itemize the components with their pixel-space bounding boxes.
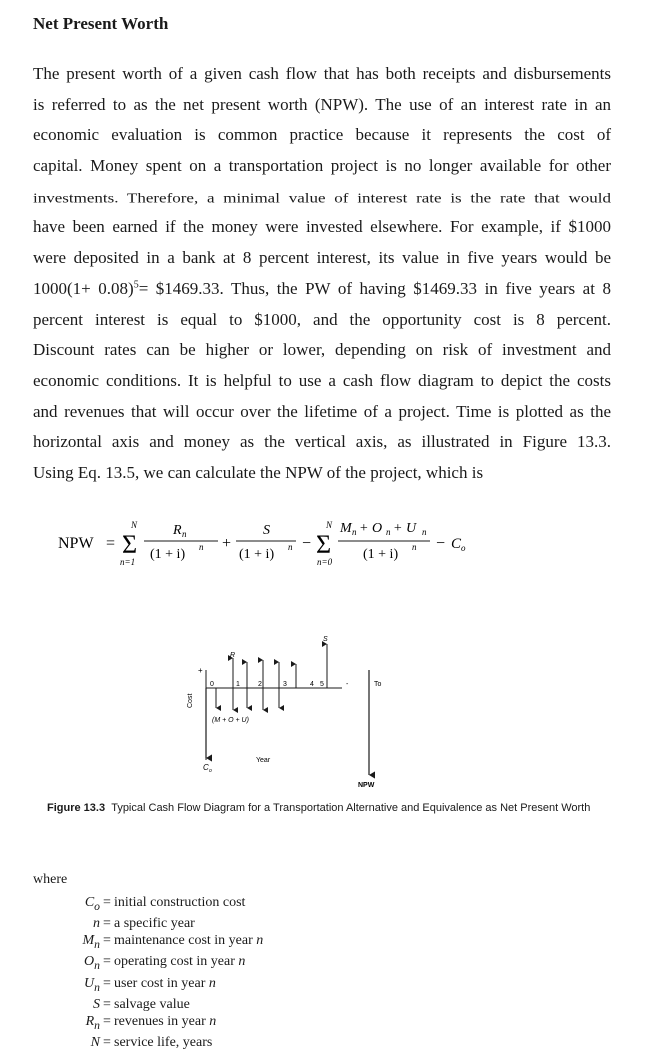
npw-label: NPW — [358, 782, 375, 789]
sum2-top: N — [326, 520, 333, 530]
definition-item: $O_n$ = operating cost in year n — [50, 953, 263, 974]
period-label: 5 — [320, 681, 324, 688]
paragraph-line: were deposited in a bank at 8 percent interest, its value in five years would be — [33, 248, 611, 268]
def-symbol: N — [90, 1035, 100, 1051]
formula-line — [33, 274, 611, 305]
def-text: service life, years — [114, 1035, 213, 1051]
term1-denominator: (1 + i) — [150, 547, 186, 562]
period-label: 2 — [258, 681, 262, 688]
paragraph-line: percent interest is equal to $1000, and the opportunity cost is 8 percent. — [33, 309, 611, 329]
paragraph-line: capital. Money spent on a transportation project is no longer available for other — [33, 156, 611, 176]
equation-lhs: NPW — [58, 535, 94, 552]
equals-sign: = — [106, 535, 116, 552]
def-symbol: n — [93, 916, 100, 932]
plus-label: + — [198, 666, 203, 675]
sum-sign-1: Σ — [122, 530, 138, 559]
def-text: maintenance cost in year n — [114, 933, 264, 949]
term2-denominator: (1 + i) — [239, 547, 275, 562]
term3-denominator-exp: n — [412, 542, 417, 552]
sum2-bottom: n=0 — [317, 557, 333, 567]
co-label: C — [203, 763, 209, 772]
definition-item: $M_n$ = maintenance cost in year n — [50, 932, 263, 953]
definition-item: $C_o$ = initial construction cost — [50, 894, 263, 915]
period-label: 1 — [236, 681, 240, 688]
period-label: To — [374, 681, 382, 688]
axis-label: Year — [256, 757, 271, 764]
term3-sub-1: n — [352, 527, 357, 537]
def-text: user cost in year n — [114, 975, 216, 991]
sum1-top: N — [131, 520, 138, 530]
paragraph-line: economic conditions. It is helpful to use a cash flow diagram to depict the costs — [33, 370, 611, 390]
where-label: where — [33, 872, 68, 887]
minus-sign-2: − — [436, 535, 446, 552]
paragraph-line: and revenues that will occur over the lifetime of a project. Time is plotted as the — [33, 401, 611, 421]
paragraph-line: horizontal axis and money as the vertical axis, as illustrated in Figure 13.3. — [33, 432, 611, 452]
annual-cost-label: (M + O + U) — [212, 717, 249, 724]
def-symbol: $M_n$ — [82, 933, 100, 952]
period-label: 4 — [310, 681, 314, 688]
term3-numerator-2: + O — [359, 521, 383, 536]
definition-item: n = a specific year — [50, 915, 263, 932]
period-label: 0 — [210, 681, 214, 688]
period-label: - — [346, 681, 349, 688]
definition-list — [50, 894, 263, 1051]
formula-part-1: 1000(1+ 0.08) — [33, 278, 134, 298]
minus-sign-1: − — [302, 535, 312, 552]
plus-sign: + — [222, 535, 232, 552]
caption-text: Typical Cash Flow Diagram for a Transportation Alternative and Equivalence as Net Present Worth — [111, 802, 591, 814]
formula-part-2: = $1469.33. Thus, the PW of having $1469.33 in five years at 8 — [138, 278, 611, 298]
npw-equation — [58, 512, 528, 572]
cost-label: Cost — [187, 693, 194, 708]
def-symbol: $O_n$ — [84, 954, 100, 973]
paragraph-line: is referred to as the net present worth (NPW). The use of an interest rate in an — [33, 94, 611, 114]
definition-item: $R_n$ = revenues in year n — [50, 1013, 263, 1034]
definition-item: S = salvage value — [50, 996, 263, 1013]
co-sub: o — [209, 768, 212, 774]
def-symbol: S — [93, 996, 100, 1012]
term3-numerator-3: + U — [393, 521, 417, 536]
term3-sub-2: n — [386, 527, 391, 537]
sum-sign-2: Σ — [316, 530, 332, 559]
definition-item: N = service life, years — [50, 1034, 263, 1051]
last-term-sub: o — [461, 543, 466, 553]
term3-sub-3: n — [422, 527, 427, 537]
paragraph-line: Using Eq. 13.5, we can calculate the NPW of the project, which is — [33, 462, 484, 482]
sum1-bottom: n=1 — [120, 557, 136, 567]
revenue-label: R — [230, 652, 236, 659]
period-label: 3 — [283, 681, 287, 688]
paragraph-line: investments. Therefore, a minimal value of interest rate is the rate that would — [33, 190, 611, 206]
def-text: salvage value — [114, 996, 190, 1012]
salvage-label: S — [323, 636, 328, 643]
term3-numerator: M — [340, 521, 352, 536]
def-symbol: $R_n$ — [85, 1013, 100, 1032]
term3-denominator: (1 + i) — [363, 547, 399, 562]
cash-flow-diagram — [150, 620, 410, 792]
caption-label: Figure 13.3 — [47, 802, 106, 814]
last-term: C — [451, 536, 462, 552]
term2-numerator: S — [263, 523, 270, 538]
paragraph-line: The present worth of a given cash flow that has both receipts and disbursements — [33, 64, 611, 83]
def-text: operating cost in year n — [114, 954, 246, 970]
figure-caption — [47, 801, 607, 815]
def-symbol: $U_n$ — [84, 975, 100, 994]
body-paragraph — [33, 59, 611, 489]
def-text: initial construction cost — [114, 895, 246, 910]
definition-item: $U_n$ = user cost in year n — [50, 975, 263, 996]
formula-exponent: 5 — [133, 279, 139, 291]
paragraph-line: economic evaluation is common practice because it represents the cost of — [33, 125, 611, 145]
term2-denominator-exp: n — [288, 542, 293, 552]
term1-denominator-exp: n — [199, 542, 204, 552]
def-text: a specific year — [114, 916, 195, 932]
paragraph-line: have been earned if the money were invested elsewhere. For example, if $1000 — [33, 217, 611, 237]
term1-numerator-sub: n — [182, 529, 187, 539]
paragraph-line: Discount rates can be higher or lower, depending on risk of investment and — [33, 340, 611, 360]
def-text: revenues in year n — [114, 1013, 217, 1029]
term1-numerator: R — [173, 523, 182, 538]
def-symbol: $C_o$ — [84, 895, 100, 913]
section-heading: Net Present Worth — [33, 14, 169, 33]
